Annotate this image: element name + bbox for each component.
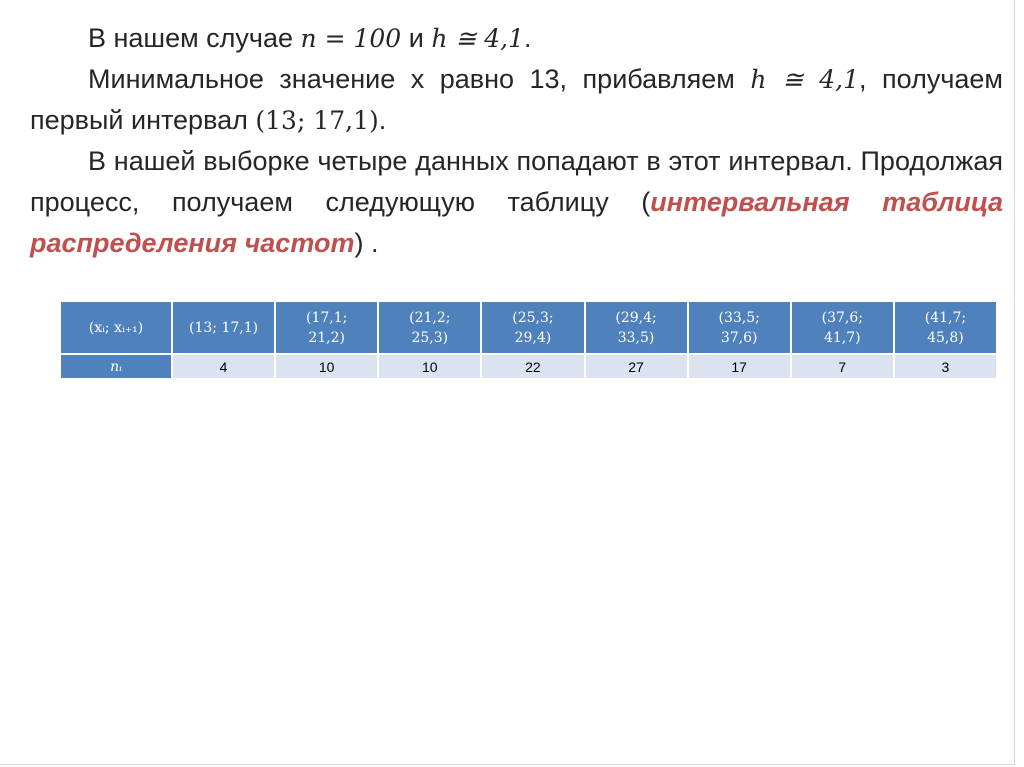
frequency-table bbox=[59, 300, 998, 380]
interval-value: (13; 17,1) bbox=[189, 319, 259, 336]
paragraph-3-end: ) . bbox=[354, 228, 379, 258]
interval-cell bbox=[894, 301, 997, 354]
paragraph-1-text: В нашем случае bbox=[88, 23, 301, 53]
count-cell: 10 bbox=[275, 354, 378, 379]
formula-h-2: h ≅ 4,1 bbox=[750, 65, 860, 94]
paragraph-1-end: . bbox=[524, 23, 532, 53]
paragraph-1-connector: и bbox=[401, 23, 432, 53]
paragraph-2-end: . bbox=[378, 105, 387, 135]
interval-cell bbox=[688, 301, 791, 354]
paragraph-2 bbox=[30, 59, 1003, 141]
interval-cell bbox=[275, 301, 378, 354]
interval-value: (41,7; 45,8) bbox=[924, 309, 967, 346]
count-cell: 7 bbox=[791, 354, 894, 379]
count-cell: 22 bbox=[481, 354, 584, 379]
count-row bbox=[60, 354, 997, 379]
interval-row bbox=[60, 301, 997, 354]
paragraph-3-text: В нашей выборке четыре данных попадают в этот интервал. Продолжая процесс, получаем следующую таблицу ( bbox=[30, 146, 1003, 217]
interval-header-cell: (xᵢ; xᵢ₊₁) bbox=[60, 301, 172, 354]
interval-cell bbox=[172, 301, 275, 354]
slide-text bbox=[30, 18, 1003, 264]
interval-value: (17,1; 21,2) bbox=[306, 309, 348, 346]
interval-value: (21,2; 25,3) bbox=[409, 309, 451, 346]
formula-first-interval: (13; 17,1) bbox=[255, 106, 379, 135]
count-cell: 17 bbox=[688, 354, 791, 379]
highlighted-term: интервальная таблица распределения частот bbox=[30, 187, 1003, 258]
paragraph-3 bbox=[30, 141, 1003, 264]
paragraph-2-connector: , получаем первый интервал bbox=[30, 64, 1003, 135]
interval-cell bbox=[378, 301, 481, 354]
interval-value: (37,6; 41,7) bbox=[821, 309, 863, 346]
interval-value: (25,3; 29,4) bbox=[512, 309, 554, 346]
interval-cell bbox=[481, 301, 584, 354]
interval-value: (33,5; 37,6) bbox=[718, 309, 760, 346]
count-header-cell: nᵢ bbox=[60, 354, 172, 379]
interval-cell bbox=[791, 301, 894, 354]
count-cell: 3 bbox=[894, 354, 997, 379]
count-cell: 10 bbox=[378, 354, 481, 379]
interval-value: (29,4; 33,5) bbox=[615, 309, 657, 346]
count-cell: 4 bbox=[172, 354, 275, 379]
formula-h: h ≅ 4,1 bbox=[431, 24, 525, 53]
count-cell: 27 bbox=[585, 354, 688, 379]
paragraph-1 bbox=[30, 18, 1003, 59]
formula-n: n = 100 bbox=[300, 24, 402, 53]
interval-cell bbox=[585, 301, 688, 354]
paragraph-2-text: Минимальное значение x равно 13, прибавляем bbox=[88, 64, 751, 94]
